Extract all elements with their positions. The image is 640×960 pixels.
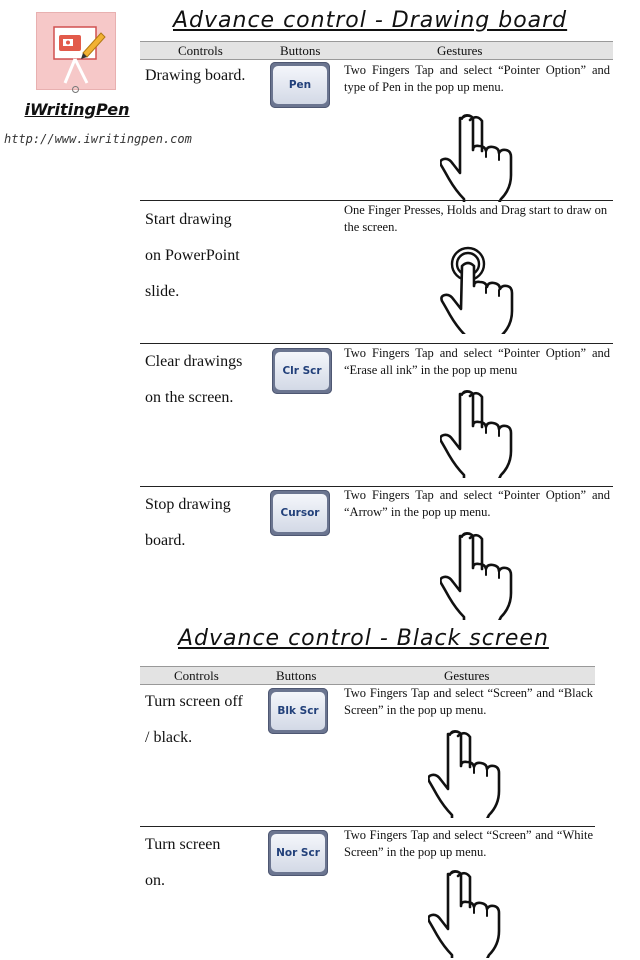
black-screen-button-label: Blk Scr <box>271 692 325 730</box>
control-line: on the screen. <box>145 389 234 406</box>
two-finger-tap-icon <box>440 112 520 202</box>
cursor-button-label: Cursor <box>273 494 327 532</box>
two-finger-tap-icon <box>428 868 508 958</box>
two-finger-tap-icon <box>440 388 520 478</box>
black-screen-button[interactable] <box>268 688 328 734</box>
clear-screen-button-label: Clr Scr <box>275 352 329 390</box>
one-finger-press-icon <box>440 244 520 334</box>
table-row-control <box>145 487 270 559</box>
gesture-description: Two Fingers Tap and select “Screen” and “White Screen” in the pop up menu. <box>344 828 593 859</box>
control-line: board. <box>145 532 186 549</box>
gesture-description: Two Fingers Tap and select “Pointer Option” and type of Pen in the pop up menu. <box>344 63 610 94</box>
header-gestures: Gestures <box>437 43 483 58</box>
control-line: Stop drawing <box>145 496 231 513</box>
table-row-control <box>145 202 270 310</box>
brand-url[interactable]: http://www.iwritingpen.com <box>4 132 192 146</box>
logo-dot <box>72 86 79 93</box>
control-line: on. <box>145 872 165 889</box>
control-line: Drawing board. <box>145 67 246 84</box>
header-buttons: Buttons <box>276 668 317 683</box>
header-gestures: Gestures <box>444 668 490 683</box>
gesture-description: Two Fingers Tap and select “Pointer Option” and “Arrow” in the pop up menu. <box>344 488 610 519</box>
control-line: Clear drawings <box>145 353 243 370</box>
pen-button-label: Pen <box>273 66 327 104</box>
control-line: Start drawing <box>145 211 232 228</box>
brand-name: iWritingPen <box>24 100 130 119</box>
pen-button[interactable] <box>270 62 330 108</box>
gesture-description: Two Fingers Tap and select “Pointer Option” and “Erase all ink” in the pop up menu <box>344 346 610 377</box>
two-finger-tap-icon <box>440 530 520 620</box>
section-title-black-screen: Advance control - Black screen <box>178 626 549 651</box>
clear-screen-button[interactable] <box>272 348 332 394</box>
cursor-button[interactable] <box>270 490 330 536</box>
table-header <box>140 666 595 685</box>
normal-screen-button-label: Nor Scr <box>271 834 325 872</box>
header-controls: Controls <box>178 43 223 58</box>
header-controls: Controls <box>174 668 219 683</box>
presentation-board-icon <box>37 13 115 89</box>
control-line: Turn screen <box>145 836 221 853</box>
app-logo <box>36 12 116 90</box>
gesture-description: Two Fingers Tap and select “Screen” and “Black Screen” in the pop up menu. <box>344 686 593 717</box>
section-title-drawing-board: Advance control - Drawing board <box>173 8 568 33</box>
normal-screen-button[interactable] <box>268 830 328 876</box>
two-finger-tap-icon <box>428 728 508 818</box>
header-buttons: Buttons <box>280 43 321 58</box>
control-line: slide. <box>145 283 180 300</box>
table-row-control <box>145 344 270 416</box>
gesture-description: One Finger Presses, Holds and Drag start to draw on the screen. <box>344 203 608 234</box>
table-row-control <box>145 684 267 756</box>
table-row-control <box>145 827 267 899</box>
control-line: Turn screen off <box>145 693 243 710</box>
control-line: / black. <box>145 729 193 746</box>
control-line: on PowerPoint <box>145 247 240 264</box>
row-divider <box>140 200 613 201</box>
table-row-control <box>145 58 265 94</box>
